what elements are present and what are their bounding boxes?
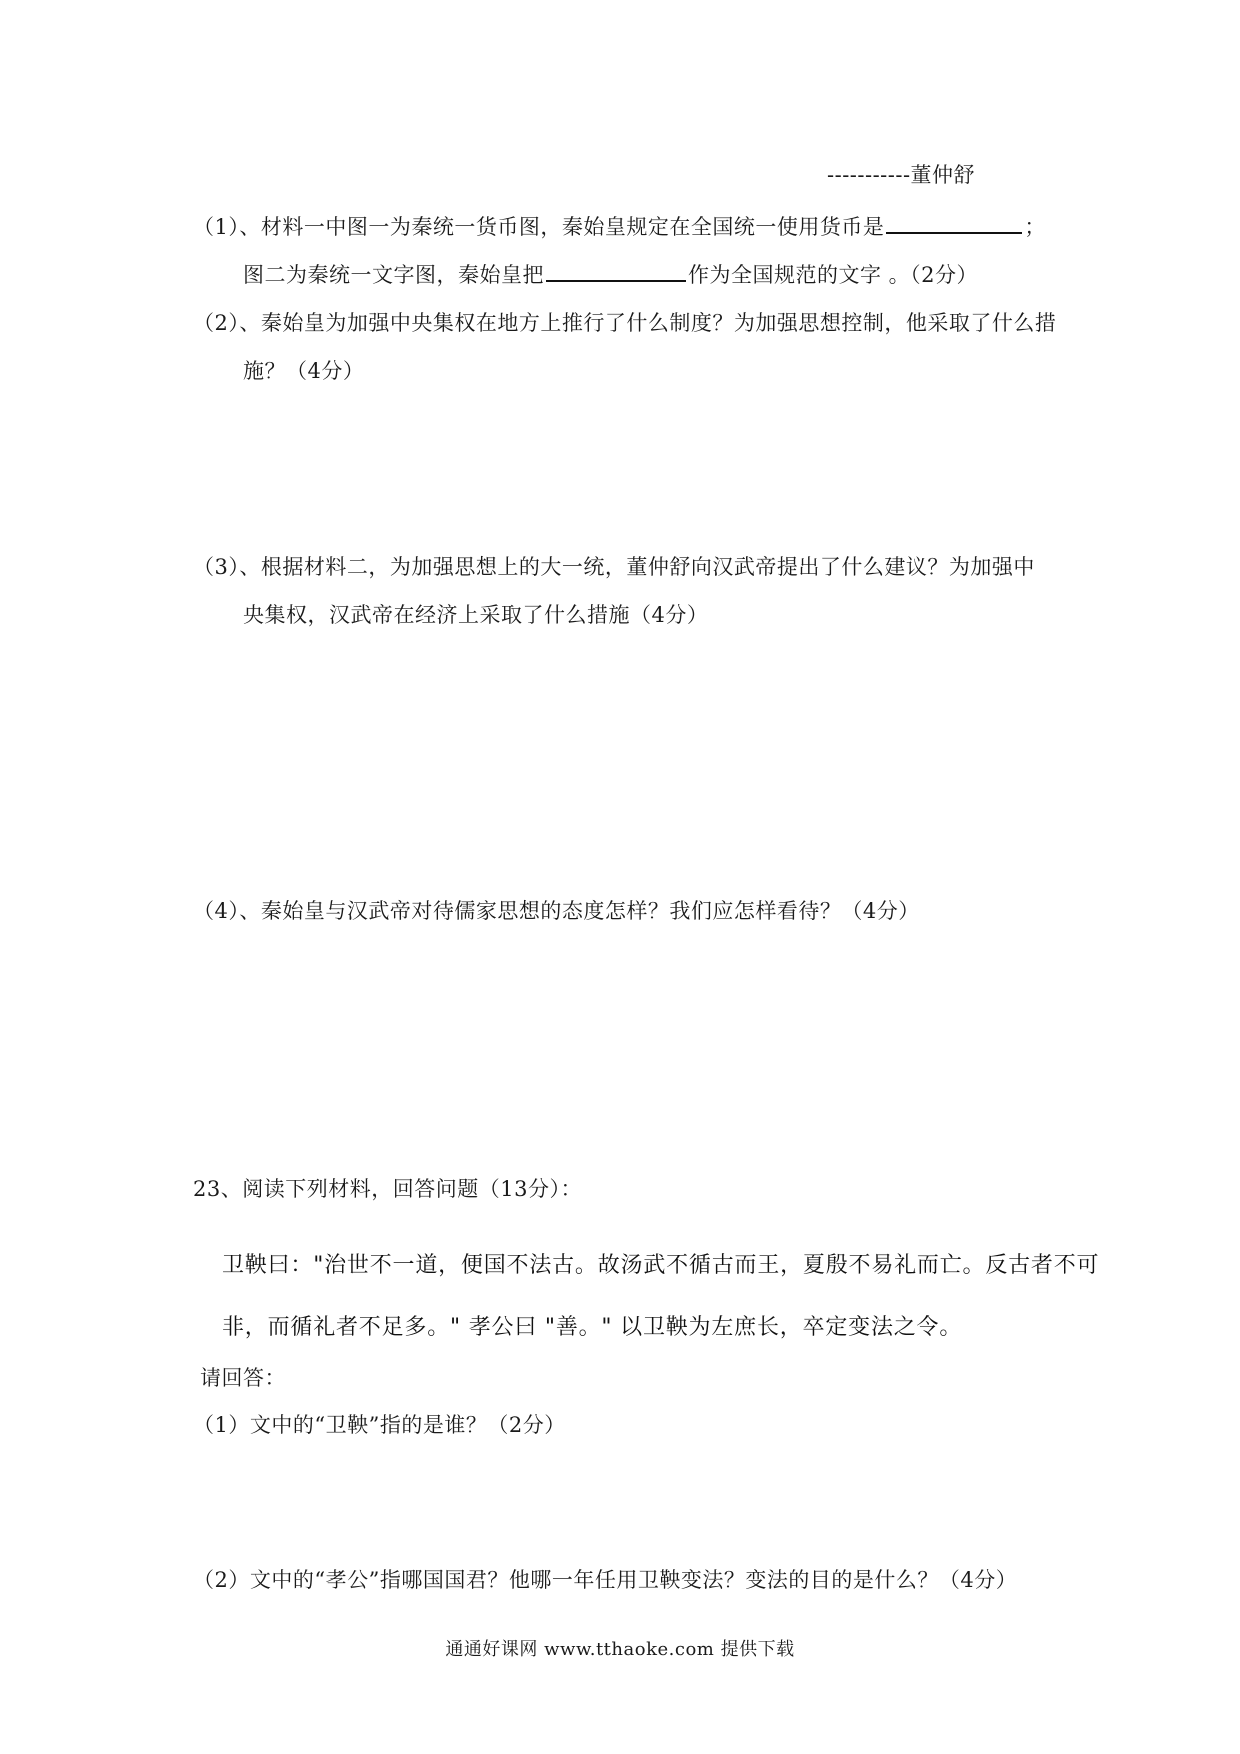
attribution: -----------董仲舒 <box>827 163 976 187</box>
answer-blank-script[interactable] <box>546 258 686 282</box>
q23-heading: 23、阅读下列材料，回答问题（13分）： <box>193 1177 582 1201</box>
q22-sub1-line1 <box>193 210 1046 242</box>
q22-sub1-line2 <box>243 258 978 290</box>
q23-quote-line1: 卫鞅曰："治世不一道，便国不法古。故汤武不循古而王，夏殷不易礼而亡。反古者不可 <box>222 1253 1100 1278</box>
q22-sub1-text-b-end: 作为全国规范的文字 。（2分） <box>688 263 979 287</box>
q22-sub4-line1: （4）、秦始皇与汉武帝对待儒家思想的态度怎样？我们应怎样看待？（4分） <box>193 899 920 923</box>
q22-sub1-text-a: （1）、材料一中图一为秦统一货币图，秦始皇规定在全国统一使用货币是 <box>193 215 885 239</box>
q22-sub1-text-a-end: ； <box>1024 215 1046 239</box>
q22-sub1-text-b: 图二为秦统一文字图，秦始皇把 <box>243 263 544 287</box>
q22-sub2-line1: （2）、秦始皇为加强中央集权在地方上推行了什么制度？为加强思想控制，他采取了什么措 <box>193 311 1057 335</box>
q23-sub1: （1）文中的“卫鞅”指的是谁？（2分） <box>193 1413 566 1437</box>
footer-source: 通通好课网 www.tthaoke.com 提供下载 <box>445 1639 795 1660</box>
q23-quote-line2: 非，而循礼者不足多。" 孝公曰 "善。" 以卫鞅为左庶长，卒定变法之令。 <box>222 1315 963 1340</box>
q22-sub3-line1: （3）、根据材料二，为加强思想上的大一统，董仲舒向汉武帝提出了什么建议？为加强中 <box>193 555 1035 579</box>
q23-sub2: （2）文中的“孝公”指哪国国君？他哪一年任用卫鞅变法？变法的目的是什么？（4分） <box>193 1568 1018 1592</box>
q23-prompt: 请回答： <box>200 1366 286 1390</box>
answer-blank-currency[interactable] <box>886 210 1022 234</box>
q22-sub2-line2: 施？（4分） <box>243 359 365 383</box>
q22-sub3-line2: 央集权，汉武帝在经济上采取了什么措施（4分） <box>243 603 709 627</box>
